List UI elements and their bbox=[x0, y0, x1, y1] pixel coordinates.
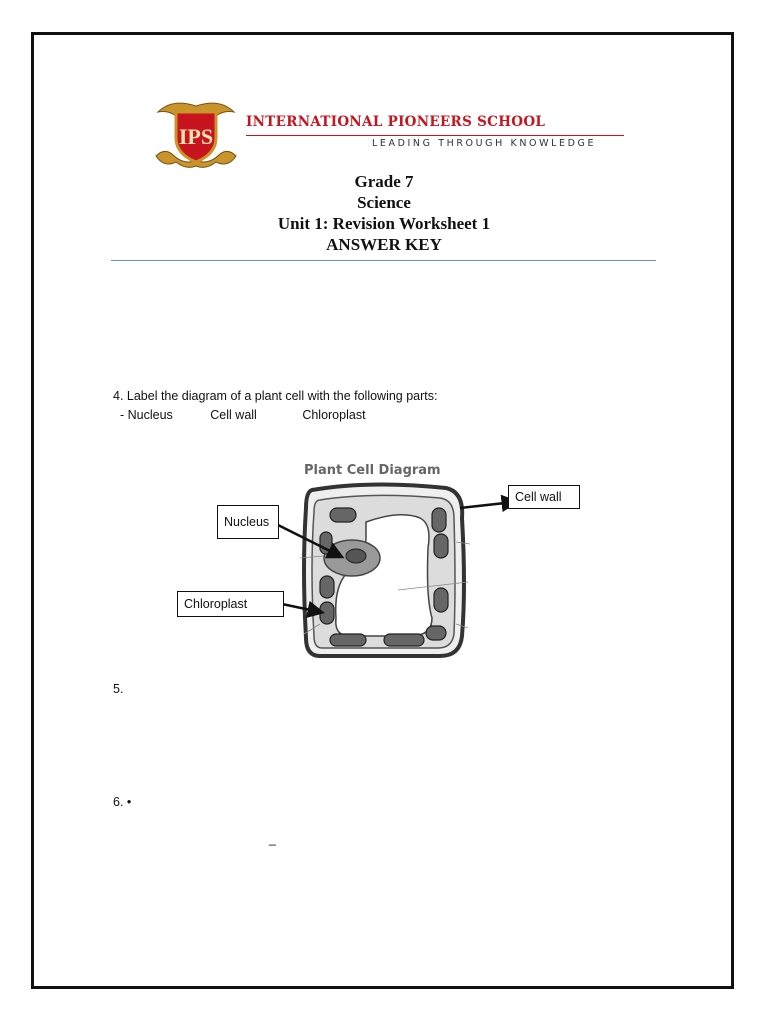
grade-heading: Grade 7 bbox=[354, 172, 414, 191]
label-chloroplast: Chloroplast bbox=[177, 591, 284, 617]
part-cell-wall: Cell wall bbox=[210, 408, 257, 422]
school-name: INTERNATIONAL PIONEERS SCHOOL bbox=[246, 114, 546, 130]
plant-cell-diagram bbox=[170, 458, 590, 668]
subject-heading: Science bbox=[357, 193, 411, 212]
answer-key-heading: ANSWER KEY bbox=[326, 235, 442, 254]
school-tagline: LEADING THROUGH KNOWLEDGE bbox=[372, 138, 597, 149]
question-4-parts bbox=[120, 408, 366, 422]
question-6-number: 6. • bbox=[113, 795, 132, 809]
question-6-dash: _ bbox=[269, 832, 276, 846]
svg-text:IPS: IPS bbox=[178, 124, 214, 149]
school-crest-logo bbox=[154, 96, 238, 170]
diagram-title: Plant Cell Diagram bbox=[304, 463, 441, 478]
question-4-prompt: 4. Label the diagram of a plant cell with the following parts: bbox=[113, 389, 438, 403]
nucleolus-shape bbox=[346, 549, 366, 563]
cell-wall-arrow bbox=[460, 502, 514, 508]
header-divider bbox=[111, 260, 656, 261]
part-chloroplast: Chloroplast bbox=[302, 408, 366, 422]
label-nucleus: Nucleus bbox=[217, 505, 279, 539]
school-name-rule bbox=[246, 135, 624, 136]
part-nucleus: - Nucleus bbox=[120, 408, 173, 422]
label-cell-wall: Cell wall bbox=[508, 485, 580, 509]
question-5-number: 5. bbox=[113, 682, 124, 696]
unit-heading: Unit 1: Revision Worksheet 1 bbox=[277, 214, 491, 233]
